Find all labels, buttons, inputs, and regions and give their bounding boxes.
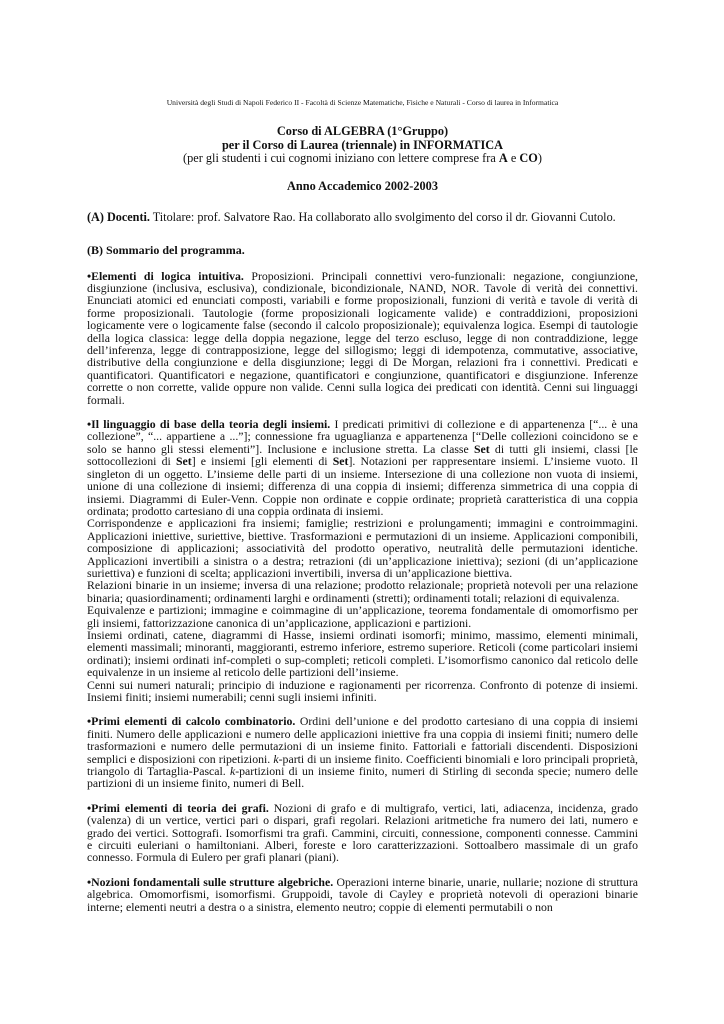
section-grafi-text: Nozioni di grafo e di multigrafo, vertici, lati, adiacenza, incidenza, grado (valenza) di un vertice, vertici pari o dispari, grafi regolari. Relazioni aritmetiche fra numero dei lati, numero e grado dei vertici. Sottografi. Isomorfismi tra grafi. Cammini, circuiti, connessione, componenti connesse. Cammini e circuiti euleriani o hamiltoniani. Alberi, foreste e loro caratterizzazioni. Sottoalbero massimale di un grafo connesso. Formula di Eulero per grafi planari (piani).	[87, 800, 639, 865]
section-insiemi	[87, 418, 638, 703]
section-grafi	[87, 802, 638, 864]
docenti-label: (A) Docenti.	[87, 210, 150, 225]
set-term-1: Set	[473, 441, 490, 456]
document-page	[87, 98, 638, 913]
section-insiemi-text-2: di tutti gli insiemi, classi [le sottocollezioni di	[87, 441, 638, 469]
docenti-paragraph	[87, 210, 638, 224]
section-insiemi-paragraph-5: Insiemi ordinati, catene, diagrammi di Hasse, insiemi ordinati isomorfi; minimo, massimo, elementi minimali, elementi massimali; minoranti, maggioranti, estremo inferiore, estremo superiore. Reticoli (come particolari insiemi ordinati); insiemi ordinati inf-completi o sup-completi; reticoli completi. L’isomorfismo canonico dal reticolo delle equivalenze in un insieme al reticolo delle partizioni dell’insieme.	[87, 627, 638, 680]
section-logica	[87, 270, 638, 406]
section-insiemi-paragraph-2: Corrispondenze e applicazioni fra insiemi; famiglie; restrizioni e prolungamenti; immagini e controimmagini. Applicazioni iniettive, suriettive, biettive. Trasformazioni e permutazioni di un insieme. Applicazioni componibili, composizione di applicazioni; associatività del prodotto operativo, neutralità delle permutazioni identiche. Applicazioni invertibili a sinistra o a destra; retrazioni (di un’applicazione iniettiva); sezioni (di un’applicazione suriettiva) e funzioni di scelta; applicazioni invertibili, inversa di un’applicazione biettiva.	[87, 516, 638, 580]
course-title-line3-post: )	[537, 151, 542, 166]
section-combinatorio	[87, 715, 638, 789]
course-title-line2: per il Corso di Laurea (triennale) in INFORMATICA	[221, 137, 504, 152]
course-title-line3-mid: e	[507, 151, 520, 166]
section-logica-text: Proposizioni. Principali connettivi vero-funzionali: negazione, congiunzione, disgiunzione (inclusiva, esclusiva), condizionale, bicondizionale, NAND, NOR. Tavole di verità dei connettivi. Enunciati atomici ed enunciati composti, variabili e forme proposizionali, funzioni di verità e tavole di verità di forme proposizionali. Tautologie (forme proposizionali logicamente valide) e contraddizioni, proposizioni logicamente vere o logicamente false (secondo il calcolo proposizionale); equivalenza logica. Esempi di tautologie della logica classica: legge della doppia negazione, legge del terzo escluso, legge di non contraddizione, legge dell’inferenza, legge di contrapposizione, legge del sillogismo; leggi di idempotenza, commutative, associative, distributive della congiunzione e della disgiunzione; leggi di De Morgan, relazioni fra i connettivi. Predicati e quantificatori. Quantificatori e negazione, quantificatori e congiunzione, quantificatori e disgiunzione. Inferenze corrette o non corrette, valide oppure non valide. Cenni sulla logica dei predicati con identità. Cenni sui linguaggi formali.	[87, 268, 639, 407]
section-insiemi-lead: •Il linguaggio di base della teoria degli insiemi.	[87, 417, 331, 432]
docenti-text: Titolare: prof. Salvatore Rao. Ha collaborato allo svolgimento del corso il dr. Giovanni Cutolo.	[149, 210, 616, 225]
set-term-3: Set	[332, 454, 349, 469]
course-title	[87, 125, 638, 166]
course-title-letter-a: A	[498, 151, 508, 166]
section-logica-lead: •Elementi di logica intuitiva.	[87, 268, 244, 283]
section-strutture	[87, 876, 638, 913]
sommario-heading: (B) Sommario del programma.	[87, 243, 245, 258]
course-title-line1: Corso di ALGEBRA (1°Gruppo)	[276, 124, 449, 138]
section-logica-paragraph	[87, 270, 638, 406]
section-insiemi-paragraph-4: Equivalenze e partizioni; immagine e coimmagine di un’applicazione, teorema fondamentale di omomorfismo per gli insiemi, fattorizzazione canonica di un’applicazione, applicazioni e partizioni.	[87, 603, 638, 630]
section-strutture-paragraph	[87, 876, 638, 913]
section-insiemi-paragraph-1	[87, 418, 638, 517]
university-header: Università degli Studi di Napoli Federico II - Facoltà di Scienze Matematiche, Fisiche e Naturali - Corso di laurea in Informatica	[166, 98, 559, 107]
section-grafi-paragraph	[87, 802, 638, 864]
section-combinatorio-paragraph	[87, 715, 638, 789]
section-insiemi-paragraph-3: Relazioni binarie in un insieme; inversa di una relazione; prodotto relazionale; proprietà notevoli per una relazione binaria; quasiordinamenti; ordinamenti larghi e ordinamenti (stretti); ordinamenti totali; relazioni di equivalenza.	[87, 578, 638, 605]
academic-year: Anno Accademico 2002-2003	[287, 178, 438, 193]
set-term-2: Set	[175, 454, 192, 469]
course-title-line3	[87, 152, 638, 166]
variable-k-2: k	[229, 764, 236, 779]
section-combinatorio-lead: •Primi elementi di calcolo combinatorio.	[87, 714, 296, 729]
course-title-letter-co: CO	[519, 151, 538, 166]
variable-k-1: k	[273, 751, 279, 766]
section-insiemi-text-4: ]. Notazioni per rappresentare insiemi. L’insieme vuoto. Il singleton di un oggetto. L’insieme delle parti di un insieme. Intersezione di una collezione non vuota di insiemi, unione di una collezione di insiemi; differenza di una coppia di insiemi; differenza simmetrica di una coppia di insiemi. Diagrammi di Euler-Venn. Coppie non ordinate e coppie ordinate; proprietà caratteristica di una coppia ordinata; prodotto cartesiano di una coppia ordinata di insiemi.	[87, 454, 638, 518]
section-insiemi-text-1: I predicati primitivi di collezione e di appartenenza [“... è una collezione”, “... appartiene a ...”]; connessione fra uguaglianza e appartenenza [“Delle collezioni coincidono se e solo se hanno gli stessi elementi”]. Inclusione e inclusione stretta. La classe	[87, 417, 639, 456]
section-insiemi-paragraph-6: Cenni sui numeri naturali; principio di induzione e ragionamenti per ricorrenza. Confronto di potenze di insiemi. Insiemi finiti; insiemi numerabili; cenni sugli insiemi infiniti.	[87, 677, 638, 704]
section-strutture-text: Operazioni interne binarie, unarie, nullarie; nozione di struttura algebrica. Omomorfismi, isomorfismi. Gruppoidi, tavole di Cayley e proprietà notevoli di operazioni binarie interne; elementi neutri a destra o a sinistra, elemento neutro; coppie di elementi permutabili o non	[87, 874, 638, 914]
section-insiemi-text-3: ] e insiemi [gli elementi di	[191, 454, 333, 469]
course-title-line3-pre: (per gli studenti i cui cognomi iniziano con lettere comprese fra	[183, 151, 499, 166]
section-combinatorio-text-2: -parti di un insieme finito. Coefficienti binomiali e loro principali proprietà, triangolo di Tartaglia-Pascal.	[87, 751, 638, 779]
section-combinatorio-text-3: -partizioni di un insieme finito, numeri di Stirling di seconda specie; numero delle partizioni di un insieme finito, numeri di Bell.	[87, 764, 638, 791]
section-strutture-lead: •Nozioni fondamentali sulle strutture algebriche.	[87, 874, 334, 889]
section-grafi-lead: •Primi elementi di teoria dei grafi.	[87, 800, 269, 815]
section-combinatorio-text-1: Ordini dell’unione e del prodotto cartesiano di una coppia di insiemi finiti. Numero delle applicazioni e numero delle applicazioni iniettive fra una coppia di insiemi finiti; numero delle trasformazioni e numero delle permutazioni di un insieme finito. Fattoriali e fattoriali discendenti. Disposizioni semplici e disposizioni con ripetizioni.	[87, 714, 638, 766]
